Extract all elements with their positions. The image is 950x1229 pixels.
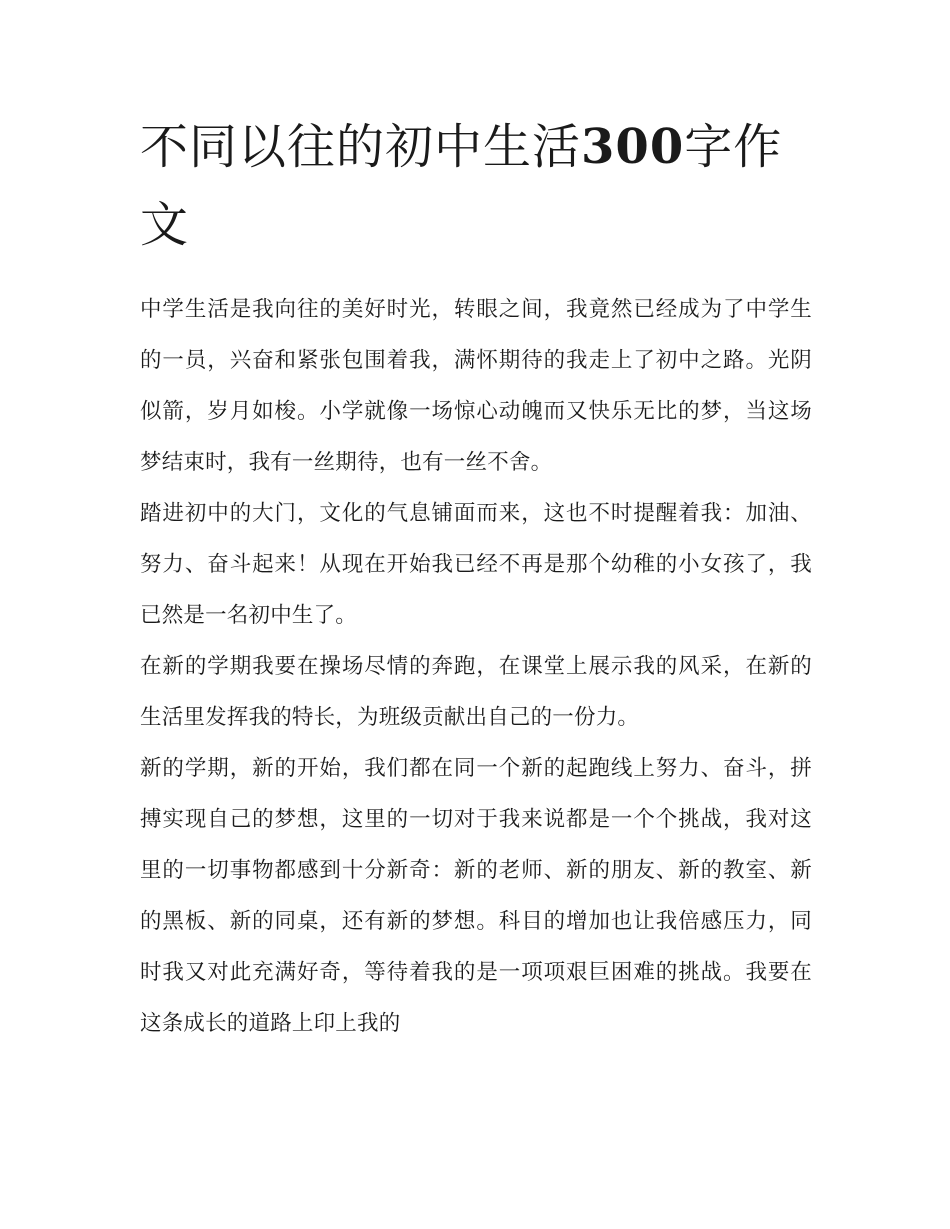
title-prefix: 不同以往的初中生活: [140, 119, 582, 175]
paragraph-3: 在新的学期我要在操场尽情的奔跑，在课堂上展示我的风采，在新的生活里发挥我的特长，为班级贡献出自己的一份力。: [140, 654, 812, 730]
paragraph-4: 新的学期，新的开始，我们都在同一个新的起跑线上努力、奋斗，拼搏实现自己的梦想，这里的一切对于我来说都是一个个挑战，我对这里的一切事物都感到十分新奇：新的老师、新的朋友、新的教室、新的黑板、新的同桌，还有新的梦想。科目的增加也让我倍感压力，同时我又对此充满好奇，等待着我的是一项项艰巨困难的挑战。我要在这条成长的道路上印上我的: [140, 756, 812, 1036]
title-number: 300: [581, 119, 685, 175]
essay-body: [140, 284, 812, 1049]
paragraph-1: 中学生活是我向往的美好时光，转眼之间，我竟然已经成为了中学生的一员，兴奋和紧张包围着我，满怀期待的我走上了初中之路。光阴似箭，岁月如梭。小学就像一场惊心动魄而又快乐无比的梦，当这场梦结束时，我有一丝期待，也有一丝不舍。: [140, 297, 812, 475]
document-title: [140, 108, 812, 264]
title-suffix: 字作文: [140, 119, 783, 253]
document-content: [140, 108, 812, 1049]
paragraph-2: 踏进初中的大门，文化的气息铺面而来，这也不时提醒着我：加油、努力、奋斗起来！从现在开始我已经不再是那个幼稚的小女孩了，我已然是一名初中生了。: [140, 501, 812, 628]
